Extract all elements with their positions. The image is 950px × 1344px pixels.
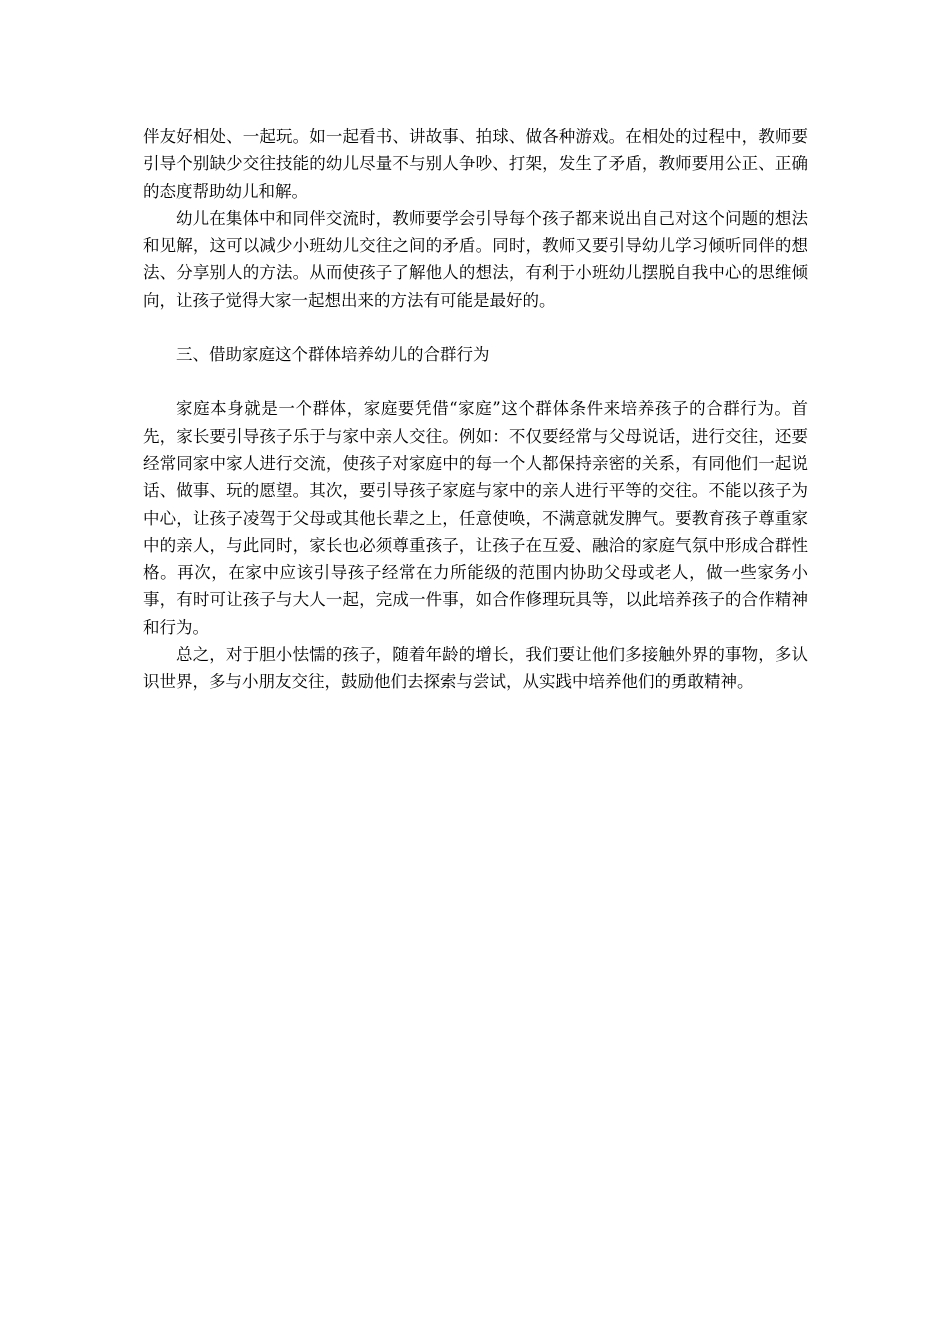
paragraph-continued: 伴友好相处、一起玩。如一起看书、讲故事、拍球、做各种游戏。在相处的过程中，教师要引导个别缺少交往技能的幼儿尽量不与别人争吵、打架，发生了矛盾，教师要用公正、正确的态度帮助幼儿和解。 <box>143 127 808 201</box>
section-heading: 三、借助家庭这个群体培养幼儿的合群行为 <box>176 345 490 365</box>
paragraph-conclusion: 总之，对于胆小怯懦的孩子，随着年龄的增长，我们要让他们多接触外界的事物，多认识世界，多与小朋友交往，鼓励他们去探索与尝试，从实践中培养他们的勇敢精神。 <box>143 645 808 692</box>
paragraph-family-group: 家庭本身就是一个群体，家庭要凭借“家庭”这个群体条件来培养孩子的合群行为。首先，家长要引导孩子乐于与家中亲人交往。例如：不仅要经常与父母说话，进行交往，还要经常同家中家人进行交流，使孩子对家庭中的每一个人都保持亲密的关系，有同他们一起说话、做事、玩的愿望。其次，要引导孩子家庭与家中的亲人进行平等的交往。不能以孩子为中心，让孩子凌驾于父母或其他长辈之上，任意使唤，不满意就发脾气。要教育孩子尊重家中的亲人，与此同时，家长也必须尊重孩子，让孩子在互爱、融洽的家庭气氛中形成合群性格。再次，在家中应该引导孩子经常在力所能级的范围内协助父母或老人，做一些家务小事，有时可让孩子与大人一起，完成一件事，如合作修理玩具等，以此培养孩子的合作精神和行为。 <box>143 399 808 637</box>
paragraph-teacher-guidance: 幼儿在集体中和同伴交流时，教师要学会引导每个孩子都来说出自己对这个问题的想法和见解，这可以减少小班幼儿交往之间的矛盾。同时，教师又要引导幼儿学习倾听同伴的想法、分享别人的方法。从而使孩子了解他人的想法，有利于小班幼儿摆脱自我中心的思维倾向，让孩子觉得大家一起想出来的方法有可能是最好的。 <box>143 208 808 310</box>
document-body <box>143 123 808 696</box>
